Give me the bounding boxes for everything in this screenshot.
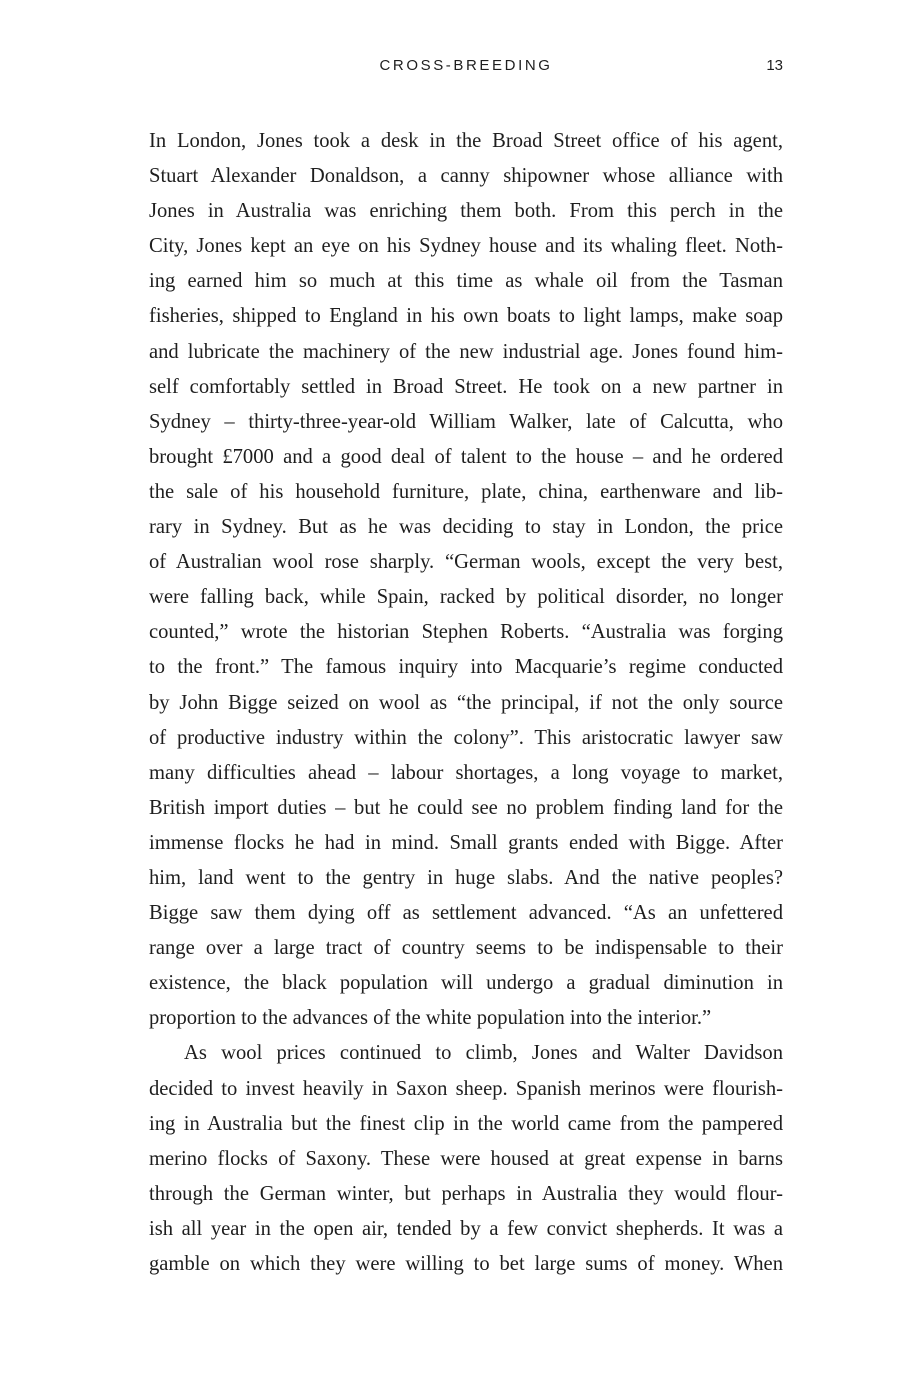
section-title: CROSS-BREEDING <box>379 57 553 74</box>
body-text <box>149 124 783 1282</box>
text-line: decided to invest heavily in Saxon sheep. Spanish merinos were flourish- <box>149 1077 783 1100</box>
text-line: Jones in Australia was enriching them both. From this perch in the <box>149 200 783 223</box>
text-line: the sale of his household furniture, plate, china, earthenware and lib- <box>149 480 783 503</box>
text-line: and lubricate the machinery of the new industrial age. Jones found him- <box>149 340 783 363</box>
text-line: range over a large tract of country seems to be indispensable to their <box>149 937 783 960</box>
text-line: merino flocks of Saxony. These were housed at great expense in barns <box>149 1147 783 1170</box>
text-line: self comfortably settled in Broad Street. He took on a new partner in <box>149 375 783 398</box>
text-line: rary in Sydney. But as he was deciding to stay in London, the price <box>149 516 783 539</box>
text-line: Bigge saw them dying off as settlement advanced. “As an unfettered <box>149 902 783 925</box>
running-head <box>149 57 783 77</box>
text-line: him, land went to the gentry in huge slabs. And the native peoples? <box>149 866 783 889</box>
text-line: of productive industry within the colony”. This aristocratic lawyer saw <box>149 726 783 749</box>
text-line: British import duties – but he could see no problem finding land for the <box>149 796 783 819</box>
page-number: 13 <box>766 57 783 74</box>
text-line: As wool prices continued to climb, Jones and Walter Davidson <box>184 1042 783 1065</box>
text-line: proportion to the advances of the white population into the interior.” <box>149 1007 712 1030</box>
text-line: gamble on which they were willing to bet large sums of money. When <box>149 1253 783 1275</box>
text-line: Stuart Alexander Donaldson, a canny shipowner whose alliance with <box>149 165 783 188</box>
text-line: ing in Australia but the finest clip in the world came from the pampered <box>149 1112 783 1135</box>
text-line: of Australian wool rose sharply. “German wools, except the very best, <box>149 551 783 574</box>
text-line: Sydney – thirty-three-year-old William Walker, late of Calcutta, who <box>149 410 783 433</box>
text-line: many difficulties ahead – labour shortages, a long voyage to market, <box>149 761 783 784</box>
text-line: City, Jones kept an eye on his Sydney house and its whaling fleet. Noth- <box>149 235 783 258</box>
text-line: counted,” wrote the historian Stephen Roberts. “Australia was forging <box>149 621 783 644</box>
text-line: to the front.” The famous inquiry into Macquarie’s regime conducted <box>149 656 783 679</box>
paragraph-2 <box>149 1036 783 1282</box>
text-line: immense flocks he had in mind. Small grants ended with Bigge. After <box>149 831 783 854</box>
text-line: by John Bigge seized on wool as “the principal, if not the only source <box>149 691 783 714</box>
text-line: ing earned him so much at this time as whale oil from the Tasman <box>149 270 783 293</box>
text-line: ish all year in the open air, tended by a few convict shepherds. It was a <box>149 1217 783 1240</box>
text-line: through the German winter, but perhaps in Australia they would flour- <box>149 1182 783 1205</box>
text-line: fisheries, shipped to England in his own boats to light lamps, make soap <box>149 305 783 328</box>
paragraph-1 <box>149 124 783 1036</box>
text-line: existence, the black population will undergo a gradual diminution in <box>149 972 783 995</box>
text-line: brought £7000 and a good deal of talent to the house – and he ordered <box>149 445 783 468</box>
text-line: In London, Jones took a desk in the Broad Street office of his agent, <box>149 130 783 152</box>
text-line: were falling back, while Spain, racked by political disorder, no longer <box>149 586 783 609</box>
